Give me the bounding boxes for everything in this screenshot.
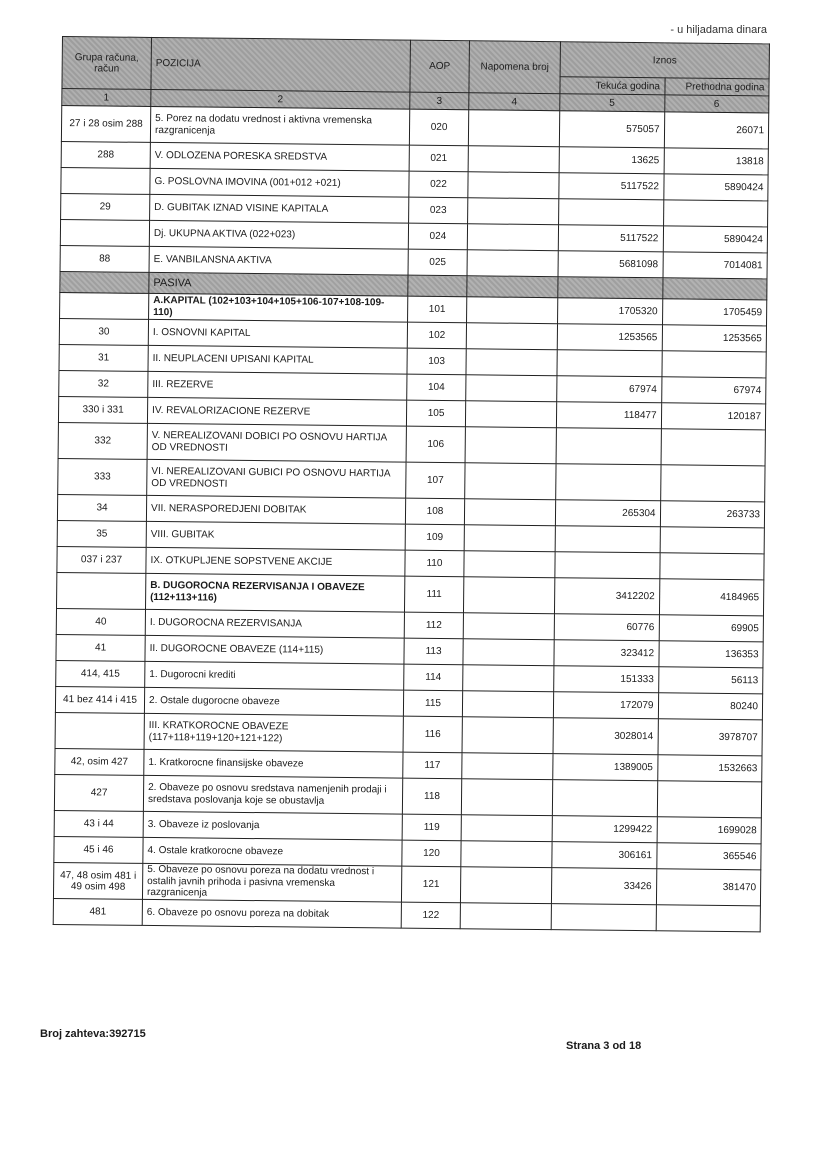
position-cell: Dj. UKUPNA AKTIVA (022+023): [149, 220, 408, 249]
position-cell: D. GUBITAK IZNAD VISINE KAPITALA: [150, 194, 409, 223]
previous-year-cell: 1705459: [662, 299, 767, 326]
account-cell: 330 i 331: [58, 396, 147, 423]
account-cell: [55, 712, 144, 749]
account-cell: 32: [59, 370, 148, 397]
previous-year-cell: [657, 781, 762, 818]
note-cell: [464, 551, 555, 578]
header-previous-year: Prethodna godina: [664, 78, 769, 96]
aop-cell: 025: [408, 249, 467, 276]
current-year-cell: [551, 904, 656, 931]
rows-aktiva: [60, 106, 769, 279]
note-cell: [466, 323, 557, 350]
account-cell: [60, 292, 149, 319]
current-year-cell: 118477: [556, 402, 661, 429]
note-cell: [464, 499, 555, 526]
aop-cell: 104: [407, 374, 466, 401]
account-cell: 88: [60, 245, 149, 272]
position-cell: V. ODLOZENA PORESKA SREDSTVA: [150, 142, 409, 171]
aop-cell: 021: [409, 145, 468, 172]
position-cell: 1. Kratkorocne finansijske obaveze: [144, 749, 403, 778]
request-number: Broj zahteva:392715: [40, 1028, 146, 1040]
aop-cell: 118: [402, 778, 461, 815]
current-year-cell: [559, 199, 664, 226]
current-year-cell: 33426: [551, 868, 656, 905]
previous-year-cell: 4184965: [659, 579, 764, 616]
previous-year-cell: 69905: [659, 615, 764, 642]
aop-cell: 111: [404, 576, 463, 613]
previous-year-cell: [661, 351, 766, 378]
position-cell: E. VANBILANSNA AKTIVA: [149, 246, 408, 275]
account-cell: 29: [61, 193, 150, 220]
account-cell: 481: [53, 898, 142, 925]
note-cell: [467, 297, 558, 324]
account-cell: 332: [58, 422, 147, 459]
account-cell: [60, 219, 149, 246]
previous-year-cell: [660, 527, 765, 554]
current-year-cell: 1389005: [553, 754, 658, 781]
aop-cell: 113: [404, 638, 463, 665]
header-num-2: 2: [151, 89, 410, 109]
position-cell: III. REZERVE: [148, 371, 407, 400]
note-cell: [465, 463, 556, 500]
previous-year-cell: 56113: [658, 667, 763, 694]
header-num-6: 6: [664, 95, 769, 113]
aop-cell: 101: [408, 296, 467, 323]
unit-note: - u hiljadama dinara: [670, 24, 767, 36]
current-year-cell: [556, 464, 661, 501]
position-cell: 3. Obaveze iz poslovanja: [143, 811, 402, 840]
previous-year-cell: 7014081: [663, 252, 768, 279]
note-cell: [465, 401, 556, 428]
note-cell: [461, 815, 552, 842]
note-cell: [464, 525, 555, 552]
table-header-row: [62, 37, 769, 79]
account-cell: 34: [57, 494, 146, 521]
header-num-4: 4: [469, 93, 560, 111]
current-year-cell: [552, 780, 657, 817]
previous-year-cell: 120187: [661, 403, 766, 430]
position-cell: A.KAPITAL (102+103+104+105+106-107+108-109-110): [149, 293, 408, 322]
current-year-cell: [557, 350, 662, 377]
aop-cell: 108: [405, 498, 464, 525]
account-cell: [57, 572, 146, 609]
balance-sheet: [53, 36, 770, 932]
previous-year-cell: [660, 465, 765, 502]
previous-year-cell: 263733: [660, 501, 765, 528]
account-cell: 427: [54, 774, 143, 811]
account-cell: 45 i 46: [54, 836, 143, 863]
header-num-1: 1: [62, 89, 151, 107]
note-cell: [462, 717, 553, 754]
current-year-cell: 5681098: [558, 251, 663, 278]
header-account: Grupa računa, račun: [62, 37, 152, 90]
aop-cell: 022: [409, 171, 468, 198]
previous-year-cell: [659, 553, 764, 580]
position-cell: II. NEUPLACENI UPISANI KAPITAL: [148, 345, 407, 374]
previous-year-cell: 1532663: [657, 755, 762, 782]
aop-cell: 110: [405, 550, 464, 577]
position-cell: VIII. GUBITAK: [146, 521, 405, 550]
note-cell: [468, 146, 559, 173]
account-cell: 41 bez 414 i 415: [55, 686, 144, 713]
previous-year-cell: 26071: [664, 112, 769, 149]
aop-cell: 105: [406, 400, 465, 427]
current-year-cell: 13625: [559, 147, 664, 174]
note-cell: [468, 110, 559, 147]
note-cell: [463, 639, 554, 666]
previous-year-cell: 136353: [658, 641, 763, 668]
aop-cell: 120: [402, 840, 461, 867]
note-cell: [467, 250, 558, 277]
page-number: Strana 3 od 18: [566, 1040, 642, 1052]
account-cell: 43 i 44: [54, 810, 143, 837]
section-label-pasiva: PASIVA: [149, 272, 408, 296]
aop-cell: 020: [409, 109, 468, 146]
account-cell: 35: [57, 520, 146, 547]
previous-year-cell: 1699028: [657, 817, 762, 844]
position-cell: VI. NEREALIZOVANI GUBICI PO OSNOVU HARTIJA OD VREDNOSTI: [147, 459, 406, 498]
position-cell: I. OSNOVNI KAPITAL: [148, 319, 407, 348]
position-cell: III. KRATKOROCNE OBAVEZE (117+118+119+120+121+122): [144, 713, 403, 752]
aop-cell: 106: [406, 426, 465, 463]
header-amount: Iznos: [560, 42, 769, 79]
header-current-year: Tekuća godina: [560, 77, 665, 95]
previous-year-cell: 3978707: [658, 719, 763, 756]
note-cell: [466, 375, 557, 402]
previous-year-cell: 13818: [664, 148, 769, 175]
header-num-3: 3: [410, 92, 469, 110]
aop-cell: 122: [401, 902, 460, 929]
account-cell: 333: [58, 458, 147, 495]
previous-year-cell: 1253565: [662, 325, 767, 352]
header-aop: AOP: [410, 40, 470, 93]
previous-year-cell: 381470: [656, 869, 761, 906]
header-num-5: 5: [560, 94, 665, 112]
note-cell: [462, 691, 553, 718]
current-year-cell: 60776: [554, 614, 659, 641]
current-year-cell: 172079: [553, 692, 658, 719]
note-cell: [468, 198, 559, 225]
aop-cell: 117: [403, 752, 462, 779]
note-cell: [467, 224, 558, 251]
previous-year-cell: 5890424: [663, 174, 768, 201]
account-cell: 037 i 237: [57, 546, 146, 573]
current-year-cell: 1253565: [557, 324, 662, 351]
current-year-cell: 3412202: [554, 578, 659, 615]
current-year-cell: 5117522: [558, 225, 663, 252]
position-cell: IV. REVALORIZACIONE REZERVE: [147, 397, 406, 426]
position-cell: 4. Ostale kratkorocne obaveze: [143, 837, 402, 866]
current-year-cell: 306161: [552, 842, 657, 869]
note-cell: [462, 753, 553, 780]
account-cell: 42, osim 427: [55, 748, 144, 775]
account-cell: 27 i 28 osim 288: [61, 106, 150, 143]
note-cell: [468, 172, 559, 199]
position-cell: B. DUGOROCNA REZERVISANJA I OBAVEZE (112+113+116): [146, 573, 405, 612]
note-cell: [460, 867, 551, 904]
current-year-cell: [555, 526, 660, 553]
previous-year-cell: [656, 905, 761, 932]
note-cell: [466, 349, 557, 376]
account-cell: 31: [59, 344, 148, 371]
previous-year-cell: 80240: [658, 693, 763, 720]
position-cell: 5. Porez na dodatu vrednost i aktivna vremenska razgranicenja: [150, 106, 409, 145]
note-cell: [461, 779, 552, 816]
account-cell: 414, 415: [56, 660, 145, 687]
aop-cell: 102: [407, 322, 466, 349]
note-cell: [463, 665, 554, 692]
position-cell: 2. Obaveze po osnovu sredstava namenjenih prodaji i sredstava poslovanja koje se obustavlja: [143, 775, 402, 814]
account-cell: 40: [56, 608, 145, 635]
position-cell: 2. Ostale dugorocne obaveze: [144, 687, 403, 716]
aop-cell: 024: [408, 223, 467, 250]
note-cell: [460, 903, 551, 930]
account-cell: [61, 167, 150, 194]
aop-cell: 115: [403, 690, 462, 717]
aop-cell: 121: [401, 866, 460, 903]
position-cell: I. DUGOROCNA REZERVISANJA: [145, 609, 404, 638]
current-year-cell: 575057: [559, 111, 664, 148]
position-cell: 1. Dugorocni krediti: [145, 661, 404, 690]
account-cell: 41: [56, 634, 145, 661]
aop-cell: 109: [405, 524, 464, 551]
note-cell: [463, 577, 554, 614]
current-year-cell: 67974: [557, 376, 662, 403]
position-cell: 5. Obaveze po osnovu poreza na dodatu vrednost i ostalih javnih prihoda i pasivna vremenska razgranicenja: [142, 863, 401, 902]
current-year-cell: 1705320: [558, 298, 663, 325]
position-cell: G. POSLOVNA IMOVINA (001+012 +021): [150, 168, 409, 197]
current-year-cell: 151333: [554, 666, 659, 693]
previous-year-cell: 5890424: [663, 226, 768, 253]
current-year-cell: 3028014: [553, 718, 658, 755]
account-cell: 47, 48 osim 481 i 49 osim 498: [53, 862, 142, 899]
current-year-cell: [555, 552, 660, 579]
position-cell: II. DUGOROCNE OBAVEZE (114+115): [145, 635, 404, 664]
account-cell: 288: [61, 141, 150, 168]
balance-table: [53, 36, 770, 932]
aop-cell: 107: [406, 462, 465, 499]
note-cell: [461, 841, 552, 868]
previous-year-cell: [661, 429, 766, 466]
previous-year-cell: 365546: [656, 843, 761, 870]
position-cell: IX. OTKUPLJENE SOPSTVENE AKCIJE: [146, 547, 405, 576]
aop-cell: 116: [403, 716, 462, 753]
note-cell: [465, 427, 556, 464]
position-cell: VII. NERASPOREDJENI DOBITAK: [146, 495, 405, 524]
header-note: Napomena broj: [469, 41, 561, 94]
current-year-cell: 265304: [555, 500, 660, 527]
current-year-cell: 5117522: [559, 173, 664, 200]
aop-cell: 023: [409, 197, 468, 224]
rows-pasiva: [53, 292, 767, 931]
position-cell: 6. Obaveze po osnovu poreza na dobitak: [142, 899, 401, 928]
aop-cell: 103: [407, 348, 466, 375]
previous-year-cell: 67974: [661, 377, 766, 404]
aop-cell: 119: [402, 814, 461, 841]
aop-cell: 114: [404, 664, 463, 691]
current-year-cell: [556, 428, 661, 465]
aop-cell: 112: [404, 612, 463, 639]
header-position: POZICIJA: [151, 37, 411, 92]
account-cell: 30: [59, 318, 148, 345]
current-year-cell: 323412: [554, 640, 659, 667]
previous-year-cell: [663, 200, 768, 227]
position-cell: V. NEREALIZOVANI DOBICI PO OSNOVU HARTIJA OD VREDNOSTI: [147, 423, 406, 462]
current-year-cell: 1299422: [552, 816, 657, 843]
note-cell: [463, 613, 554, 640]
